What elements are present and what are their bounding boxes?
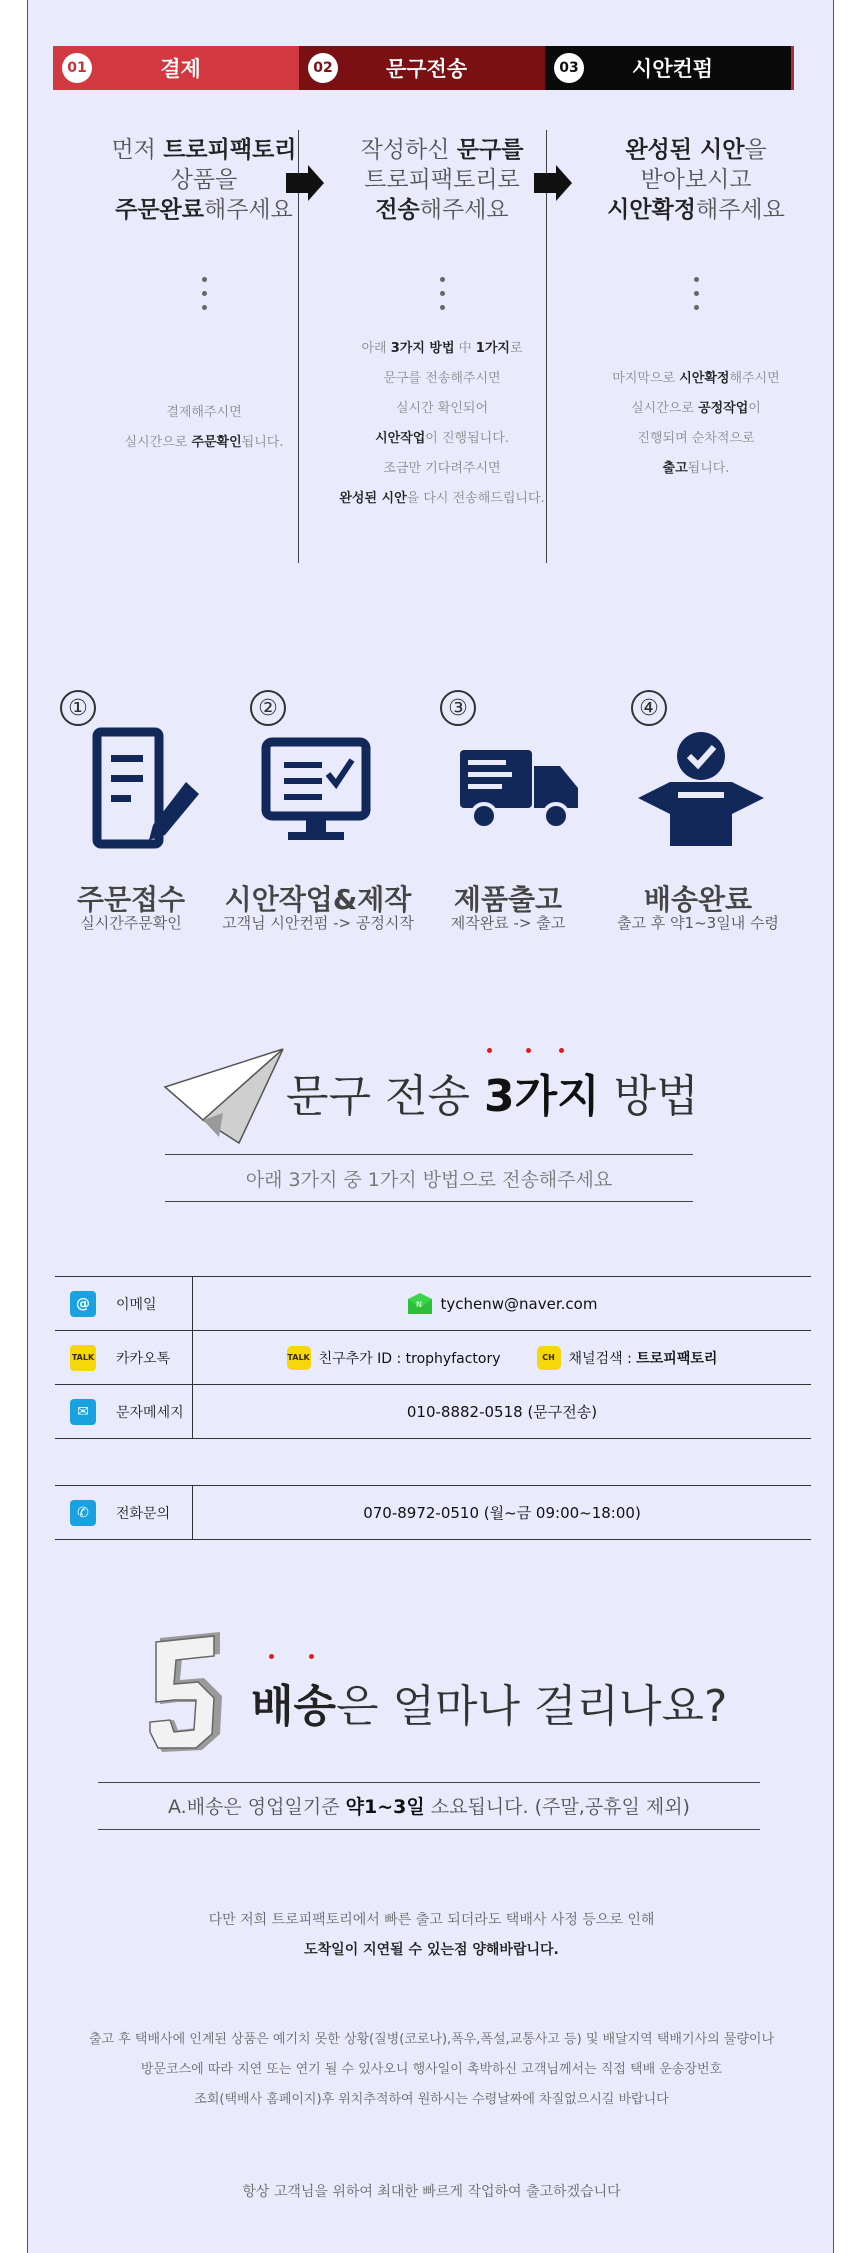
- step-bar: [53, 46, 794, 90]
- contact-row-phone: [55, 1486, 811, 1540]
- arrow-head: [556, 165, 572, 201]
- step-circle-number: ④: [631, 690, 667, 726]
- step-circle-number: ②: [250, 690, 286, 726]
- divider-line: [98, 1782, 760, 1783]
- divider-line: [546, 130, 547, 563]
- monitor-check-icon: [218, 720, 418, 850]
- delivery-title: 배송은 얼마나 걸리나요?: [251, 1681, 728, 1732]
- closing-message: 항상 고객님을 위하여 최대한 빠르게 작업하여 출고하겠습니다: [242, 2184, 621, 2200]
- kakao-channel-icon: CH: [537, 1346, 561, 1370]
- email-link[interactable]: tychenw@naver.com: [440, 1294, 598, 1313]
- contact-label: 전화문의: [116, 1505, 171, 1522]
- document-pen-icon: [31, 720, 231, 850]
- delivery-answer: A.배송은 영업일기준 약1~3일 소요됩니다. (주말,공휴일 제외): [168, 1796, 690, 1818]
- svg-text:5: 5: [148, 1630, 149, 1631]
- column-heading: 완성된 시안을 받아보시고 시안확정해주세요: [607, 137, 785, 223]
- step-number: 02: [308, 53, 338, 83]
- step-circle-number: ③: [440, 690, 476, 726]
- process-title: 시안작업&제작: [224, 883, 412, 916]
- svg-text:N: N: [415, 1299, 422, 1309]
- paper-plane-icon: [163, 1045, 288, 1145]
- step-circle-number: ①: [60, 690, 96, 726]
- step-column-3: [572, 135, 820, 484]
- divider-line: [165, 1201, 693, 1202]
- column-heading: 먼저 트로피팩토리 상품을 주문완료해주세요: [111, 137, 297, 223]
- methods-subtitle: 아래 3가지 중 1가지 방법으로 전송해주세요: [245, 1169, 613, 1191]
- contact-label: 문자메세지: [116, 1404, 184, 1421]
- emphasis-dot: [526, 1048, 531, 1053]
- step-label: 결제: [160, 57, 201, 81]
- column-body: 결제해주시면 실시간으로 주문확인됩니다.: [124, 405, 284, 450]
- delivery-note-1: 다만 저희 트로피팩토리에서 빠른 출고 되더라도 택배사 사정 등으로 인해 도착일이 지연될 수 있는점 양해바랍니다.: [208, 1912, 655, 1958]
- delivery-truck-icon: [408, 720, 608, 850]
- envelope-icon: [407, 1293, 433, 1315]
- process-subtitle: 고객님 시안컨펌 -> 공정시작: [222, 914, 414, 932]
- step-number: 03: [554, 53, 584, 83]
- column-body: 마지막으로 시안확정해주시면 실시간으로 공정작업이 진행되며 순차적으로 출고됩니다.: [612, 371, 780, 476]
- process-title: 제품출고: [453, 883, 563, 916]
- phone-table: [55, 1485, 811, 1540]
- kakao-channel-search[interactable]: 채널검색 : 트로피팩토리: [568, 1350, 718, 1367]
- process-subtitle: 제작완료 -> 출고: [450, 914, 566, 932]
- contact-table: [55, 1276, 811, 1439]
- process-subtitle: 출고 후 약1~3일내 수령: [617, 914, 779, 932]
- process-subtitle: 실시간주문확인: [80, 914, 182, 932]
- contact-row-email: [55, 1277, 811, 1331]
- methods-title: 문구 전송 3가지 방법: [286, 1071, 699, 1122]
- kakao-talk-icon: TALK: [70, 1345, 96, 1371]
- column-heading: 작성하신 문구를 트로피팩토리로 전송해주세요: [360, 137, 524, 223]
- process-title: 주문접수: [76, 883, 186, 916]
- dots-divider: [439, 277, 445, 310]
- sms-number[interactable]: 010-8882-0518 (문구전송): [406, 1403, 598, 1421]
- divider-line: [298, 130, 299, 563]
- step-payment: [53, 46, 299, 90]
- contact-row-kakao: [55, 1331, 811, 1385]
- step-label: 시안컨펌: [631, 57, 714, 81]
- divider-line: [165, 1154, 693, 1155]
- phone-icon: ✆: [70, 1500, 96, 1526]
- step-label: 문구전송: [385, 57, 468, 81]
- emphasis-dot: [559, 1048, 564, 1053]
- delivery-note-2: 출고 후 택배사에 인계된 상품은 예기치 못한 상황(질병(코로나),폭우,폭설,교통사고 등) 및 배달지역 택배기사의 물량이나 방문코스에 따라 지연 또는 연기 될 수 있사오니 행사일이 촉박하신 고객님께서는 직접 택배 운송장번호 조회(택배사 홈페이지)후 위치추적하여 원하시는 수령날짜에 차질없으시길 바랍니다: [88, 2032, 775, 2107]
- number-five-graphic: [148, 1630, 228, 1755]
- kakao-talk-icon: TALK: [287, 1346, 311, 1370]
- column-body: 아래 3가지 방법 中 1가지로 문구를 전송해주시면 실시간 확인되어 시안작업이 진행됩니다. 조금만 기다려주시면 완성된 시안을 다시 전송해드립니다.: [339, 341, 545, 506]
- contact-row-sms: [55, 1385, 811, 1439]
- step-column-2: [318, 135, 566, 514]
- phone-number[interactable]: 070-8972-0510 (월~금 09:00~18:00): [363, 1504, 641, 1522]
- emphasis-dot: [269, 1654, 274, 1659]
- dots-divider: [693, 277, 699, 310]
- step-confirm: [545, 46, 794, 90]
- contact-label: 카카오톡: [116, 1350, 171, 1367]
- divider-line: [98, 1829, 760, 1830]
- emphasis-dot: [487, 1048, 492, 1053]
- arrow-icon: [286, 173, 308, 193]
- at-icon: @: [70, 1291, 96, 1317]
- page: [27, 0, 834, 2253]
- box-check-icon: [598, 720, 798, 850]
- emphasis-dot: [309, 1654, 314, 1659]
- process-title: 배송완료: [643, 883, 753, 916]
- kakao-friend-id[interactable]: 친구추가 ID : trophyfactory: [318, 1350, 501, 1367]
- dots-divider: [201, 277, 207, 310]
- step-number: 01: [62, 53, 92, 83]
- contact-label: 이메일: [116, 1296, 157, 1313]
- arrow-icon: [534, 173, 556, 193]
- mail-icon: ✉: [70, 1399, 96, 1425]
- step-send-text: [299, 46, 545, 90]
